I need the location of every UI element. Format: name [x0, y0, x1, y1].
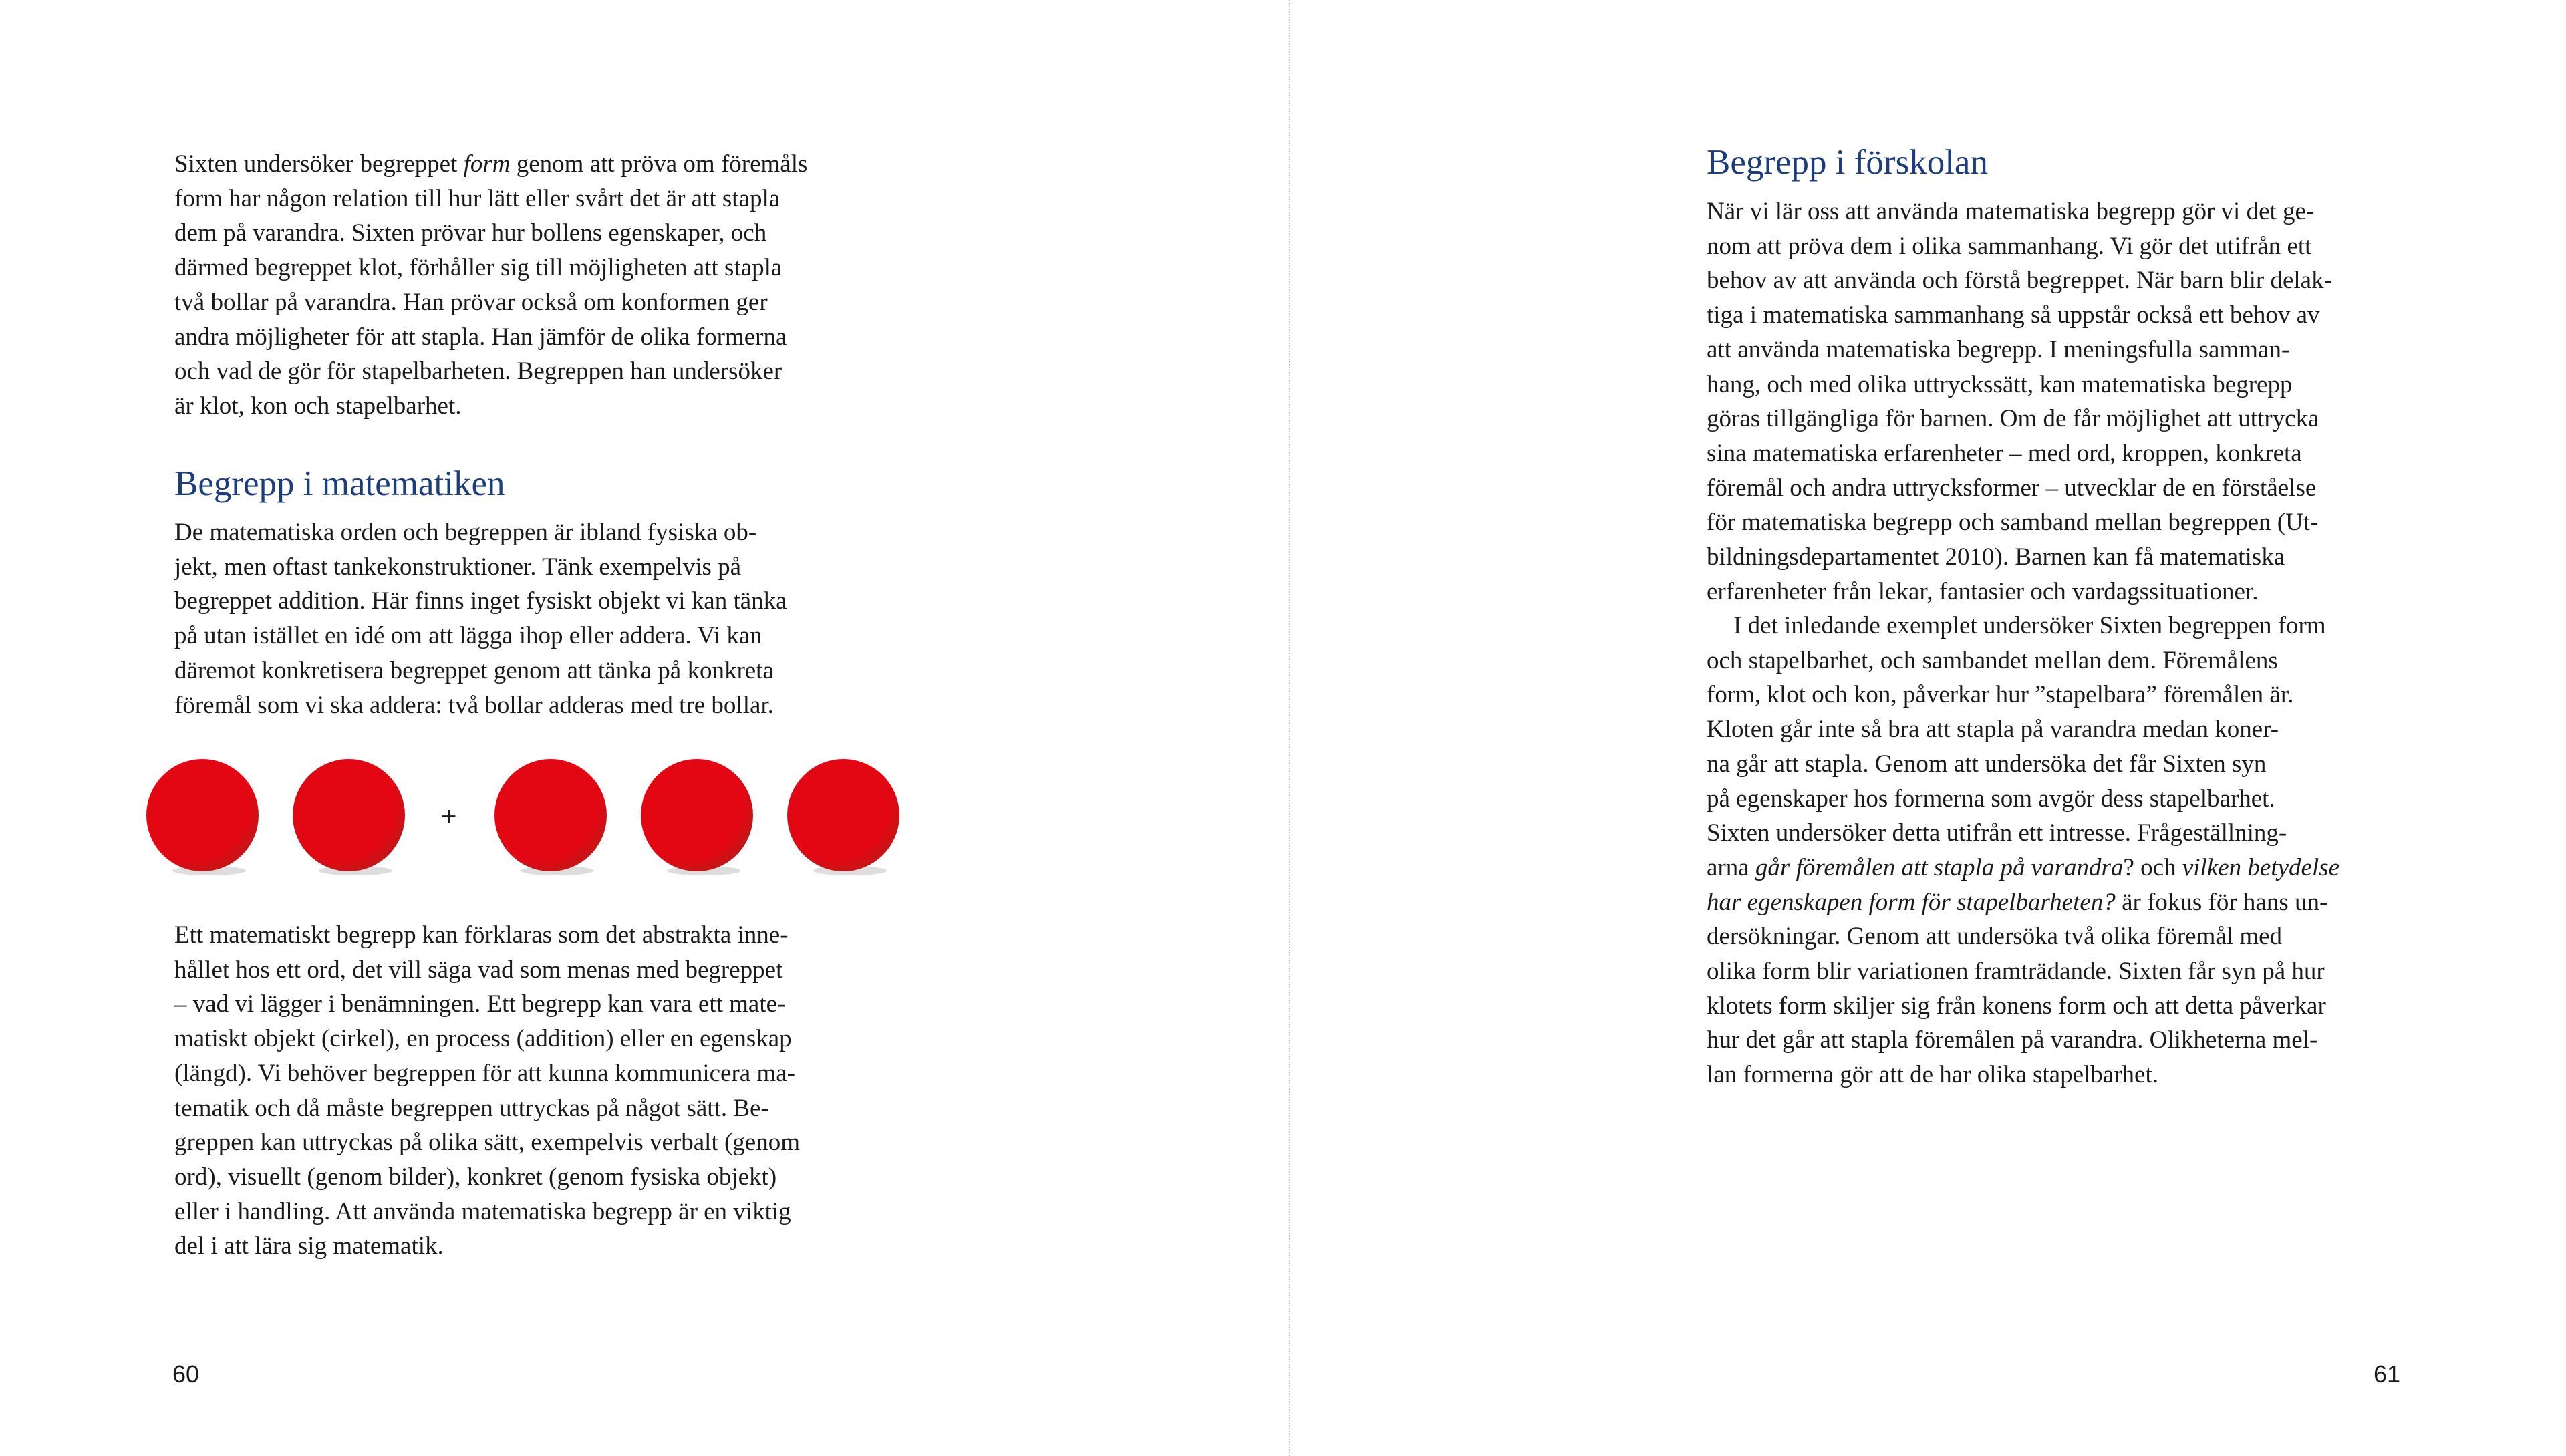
text-line — [1707, 436, 2332, 471]
text-segment: är klot, kon och stapelbarhet. — [174, 392, 462, 420]
text-line — [174, 1022, 800, 1056]
text-segment: klotets form skiljer sig från konens form och att detta påverkar — [1707, 992, 2326, 1020]
text-line — [174, 251, 807, 285]
red-ball-icon — [641, 759, 753, 871]
text-line — [174, 1056, 800, 1091]
text-line — [1707, 368, 2332, 402]
text-line — [1707, 298, 2332, 333]
section-heading-begrepp-i-matematiken: Begrepp i matematiken — [174, 464, 505, 503]
text-line — [1707, 333, 2332, 368]
text-segment: på egenskaper hos formerna som avgör dess stapelbarhet. — [1707, 784, 2275, 813]
text-segment: erfarenheter från lekar, fantasier och vardagssituationer. — [1707, 577, 2259, 605]
left-paragraph-2 — [174, 515, 787, 722]
text-segment: göras tillgängliga för barnen. Om de får möjlighet att uttrycka — [1707, 405, 2319, 433]
text-line — [1707, 643, 2339, 678]
text-segment: är fokus för hans un- — [2115, 888, 2328, 916]
italic-text: går föremålen att stapla på varandra — [1755, 853, 2124, 881]
text-segment: tematik och då måste begreppen uttryckas på något sätt. Be- — [174, 1094, 769, 1122]
text-line — [1707, 263, 2332, 298]
text-line — [174, 515, 787, 550]
text-segment: ? och — [2123, 853, 2182, 881]
text-segment: hållet hos ett ord, det vill säga vad som menas med begreppet — [174, 956, 783, 984]
text-segment: därmed begreppet klot, förhåller sig till möjligheten att stapla — [174, 254, 782, 282]
text-segment: att använda matematiska begrepp. I meningsfulla samman- — [1707, 335, 2290, 363]
text-line — [1707, 851, 2339, 885]
text-segment: matiskt objekt (cirkel), en process (addition) eller en egenskap — [174, 1025, 792, 1053]
text-segment: De matematiska orden och begreppen är ibland fysiska ob- — [174, 519, 757, 546]
text-segment: hang, och med olika uttryckssätt, kan matematiska begrepp — [1707, 370, 2293, 398]
text-line — [1707, 1023, 2339, 1058]
text-segment: del i att lära sig matematik. — [174, 1232, 444, 1260]
text-line — [174, 354, 807, 389]
text-segment: två bollar på varandra. Han prövar också om konformen ger — [174, 288, 768, 316]
text-segment: Sixten undersöker detta utifrån ett intresse. Frågeställning- — [1707, 819, 2287, 847]
text-segment: I det inledande exemplet undersöker Sixten begreppen form — [1733, 612, 2326, 639]
text-line — [174, 688, 787, 723]
text-segment: form, klot och kon, påverkar hur ”stapelbara” föremålen är. — [1707, 681, 2294, 709]
left-paragraph-3 — [174, 918, 800, 1264]
text-segment: Kloten går inte så bra att stapla på varandra medan koner- — [1707, 716, 2279, 744]
italic-text: har egenskapen form för stapelbarheten? — [1707, 888, 2116, 916]
text-line — [1707, 712, 2339, 747]
text-line — [174, 1160, 800, 1195]
page-number-right: 61 — [2374, 1360, 2401, 1388]
text-segment: Ett matematiskt begrepp kan förklaras som det abstrakta inne- — [174, 921, 789, 949]
text-line — [174, 320, 807, 355]
text-segment: däremot konkretisera begreppet genom att tänka på konkreta — [174, 656, 774, 684]
text-segment: dem på varandra. Sixten prövar hur bollens egenskaper, och — [174, 219, 767, 247]
text-segment: form har någon relation till hur lätt eller svårt det är att stapla — [174, 184, 780, 212]
red-ball-icon — [146, 759, 259, 871]
section-heading-begrepp-i-forskolan: Begrepp i förskolan — [1707, 143, 1988, 182]
text-segment: genom att pröva om föremåls — [510, 150, 808, 178]
text-line — [1707, 816, 2339, 851]
text-line — [1707, 229, 2332, 264]
text-line — [1707, 575, 2332, 609]
text-segment: för matematiska begrepp och samband mellan begreppen (Ut- — [1707, 508, 2319, 537]
text-segment: lan formerna gör att de har olika stapelbarhet. — [1707, 1061, 2158, 1089]
text-segment: begreppet addition. Här finns inget fysiskt objekt vi kan tänka — [174, 587, 787, 615]
italic-text: form — [463, 150, 511, 178]
text-segment: När vi lär oss att använda matematiska begrepp gör vi det ge- — [1707, 198, 2315, 225]
right-paragraph-1 — [1707, 194, 2332, 609]
text-segment: eller i handling. Att använda matematiska begrepp är en viktig — [174, 1197, 791, 1225]
page-gutter-divider — [1289, 0, 1290, 1456]
text-line — [174, 1229, 800, 1264]
text-segment: hur det går att stapla föremålen på varandra. Olikheterna mel- — [1707, 1026, 2318, 1054]
text-line — [174, 285, 807, 320]
text-segment: ord), visuellt (genom bilder), konkret (genom fysiska objekt) — [174, 1163, 777, 1191]
text-segment: Sixten undersöker begreppet — [174, 150, 464, 178]
left-paragraph-1 — [174, 147, 807, 424]
text-line — [174, 182, 807, 216]
text-segment: och vad de gör för stapelbarheten. Begreppen han undersöker — [174, 357, 782, 386]
text-line — [174, 550, 787, 585]
text-segment: nom att pröva dem i olika sammanhang. Vi gör det utifrån ett — [1707, 232, 2312, 260]
text-segment: bildningsdepartamentet 2010). Barnen kan få matematiska — [1707, 543, 2285, 571]
text-line — [1707, 989, 2339, 1024]
text-line — [174, 1125, 800, 1160]
text-segment: föremål som vi ska addera: två bollar adderas med tre bollar. — [174, 691, 774, 719]
text-line — [174, 953, 800, 988]
text-line — [174, 147, 807, 182]
text-line — [174, 1195, 800, 1229]
text-segment: tiga i matematiska sammanhang så uppstår också ett behov av — [1707, 301, 2320, 329]
text-segment: behov av att använda och förstå begreppet. När barn blir delak- — [1707, 267, 2332, 295]
text-line — [1707, 194, 2332, 229]
text-line — [174, 987, 800, 1022]
text-segment: på utan istället en idé om att lägga ihop eller addera. Vi kan — [174, 622, 762, 650]
text-line — [174, 216, 807, 251]
text-line — [1707, 885, 2339, 920]
text-segment: greppen kan uttryckas på olika sätt, exempelvis verbalt (genom — [174, 1129, 801, 1157]
text-line — [1707, 609, 2339, 643]
text-line — [1707, 747, 2339, 782]
red-ball-icon — [293, 759, 405, 871]
text-line — [1707, 471, 2332, 506]
text-segment: föremål och andra uttrycksformer – utvecklar de en förståelse — [1707, 474, 2317, 502]
text-line — [1707, 782, 2339, 817]
text-segment: sina matematiska erfarenheter – med ord, kroppen, konkreta — [1707, 439, 2302, 467]
text-segment: olika form blir variationen framträdande. Sixten får syn på hur — [1707, 958, 2325, 986]
text-line — [174, 619, 787, 653]
text-line — [1707, 954, 2339, 989]
text-segment: dersökningar. Genom att undersöka två olika föremål med — [1707, 923, 2283, 951]
text-line — [174, 1091, 800, 1126]
right-paragraph-2 — [1707, 609, 2339, 1093]
text-line — [1707, 678, 2339, 712]
text-segment: arna — [1707, 853, 1755, 881]
text-segment: – vad vi lägger i benämningen. Ett begrepp kan vara ett mate- — [174, 990, 786, 1018]
text-segment: och stapelbarhet, och sambandet mellan dem. Föremålens — [1707, 646, 2278, 674]
text-segment: andra möjligheter för att stapla. Han jämför de olika formerna — [174, 323, 787, 351]
text-line — [1707, 540, 2332, 575]
text-line — [1707, 505, 2332, 540]
red-ball-icon — [494, 759, 607, 871]
text-segment: na går att stapla. Genom att undersöka det får Sixten syn — [1707, 750, 2267, 778]
text-segment: jekt, men oftast tankekonstruktioner. Tänk exempelvis på — [174, 553, 742, 581]
italic-text: vilken betydelse — [2182, 853, 2340, 881]
text-line — [174, 653, 787, 688]
text-line — [1707, 402, 2332, 436]
text-line — [174, 389, 807, 424]
page-number-left: 60 — [172, 1360, 200, 1388]
plus-sign: + — [441, 802, 457, 831]
text-line — [1707, 919, 2339, 954]
text-segment: (längd). Vi behöver begreppen för att kunna kommunicera ma- — [174, 1059, 795, 1087]
text-line — [174, 584, 787, 619]
red-ball-icon — [787, 759, 899, 871]
text-line — [174, 918, 800, 953]
text-line — [1707, 1058, 2339, 1093]
